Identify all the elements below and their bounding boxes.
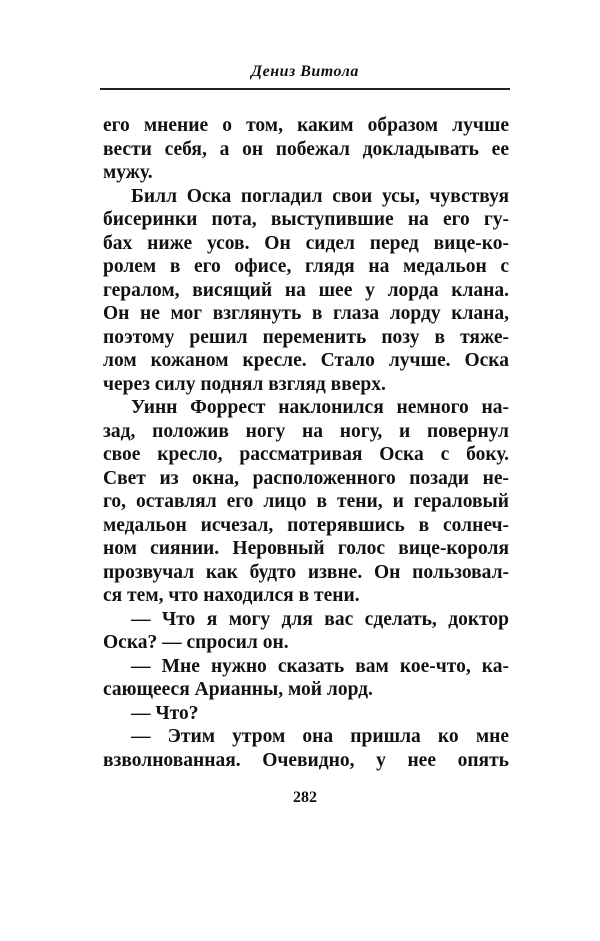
- text-line: зад, положив ногу на ногу, и повернул: [103, 420, 509, 442]
- text-line: — Что я могу для вас сделать, доктор: [131, 608, 509, 630]
- text-line: медальон исчезал, потерявшись в солнеч-: [103, 514, 509, 536]
- text-line: свое кресло, рассматривая Оска с боку.: [103, 444, 509, 465]
- header-rule: [100, 88, 510, 90]
- text-line: Уинн Форрест наклонился немного на-: [131, 397, 509, 418]
- text-line: го, оставлял его лицо в тени, и гераловый: [103, 491, 509, 512]
- text-line: через силу поднял взгляд вверх.: [103, 373, 386, 395]
- text-line: бах ниже усов. Он сидел перед вице-ко-: [103, 232, 509, 254]
- running-header: Дениз Витола: [251, 63, 359, 80]
- text-line: мужу.: [103, 162, 153, 183]
- text-line: — Мне нужно сказать вам кое-что, ка-: [131, 655, 509, 677]
- text-line: — Что?: [131, 702, 199, 724]
- text-line: Свет из окна, расположенного позади не-: [103, 467, 509, 489]
- page-number: 282: [293, 789, 317, 806]
- page-body-text: [103, 114, 509, 772]
- text-line: Оска? — спросил он.: [103, 632, 289, 653]
- text-line: — Этим утром она пришла ко мне: [131, 726, 509, 747]
- text-line: взволнованная. Очевидно, у нее опять: [103, 749, 509, 771]
- text-line: сающееся Арианны, мой лорд.: [103, 679, 373, 700]
- text-line: Билл Оска погладил свои усы, чувствуя: [131, 185, 509, 207]
- text-line: бисеринки пота, выступившие на его гу-: [103, 209, 509, 230]
- text-line: Он не мог взглянуть в глаза лорду клана,: [103, 303, 509, 324]
- text-line: гералом, висящий на шее у лорда клана.: [103, 279, 509, 301]
- text-line: ся тем, что находился в тени.: [103, 585, 360, 606]
- text-line: поэтому решил переменить позу в тяже-: [103, 326, 509, 348]
- text-line: прозвучал как будто извне. Он пользовал-: [103, 561, 509, 583]
- text-line: лом кожаном кресле. Стало лучше. Оска: [103, 350, 509, 371]
- text-line: его мнение о том, каким образом лучше: [103, 115, 509, 136]
- text-line: ролем в его офисе, глядя на медальон с: [103, 256, 509, 277]
- text-line: ном сиянии. Неровный голос вице-короля: [103, 538, 509, 559]
- text-line: вести себя, а он побежал докладывать ее: [103, 138, 509, 160]
